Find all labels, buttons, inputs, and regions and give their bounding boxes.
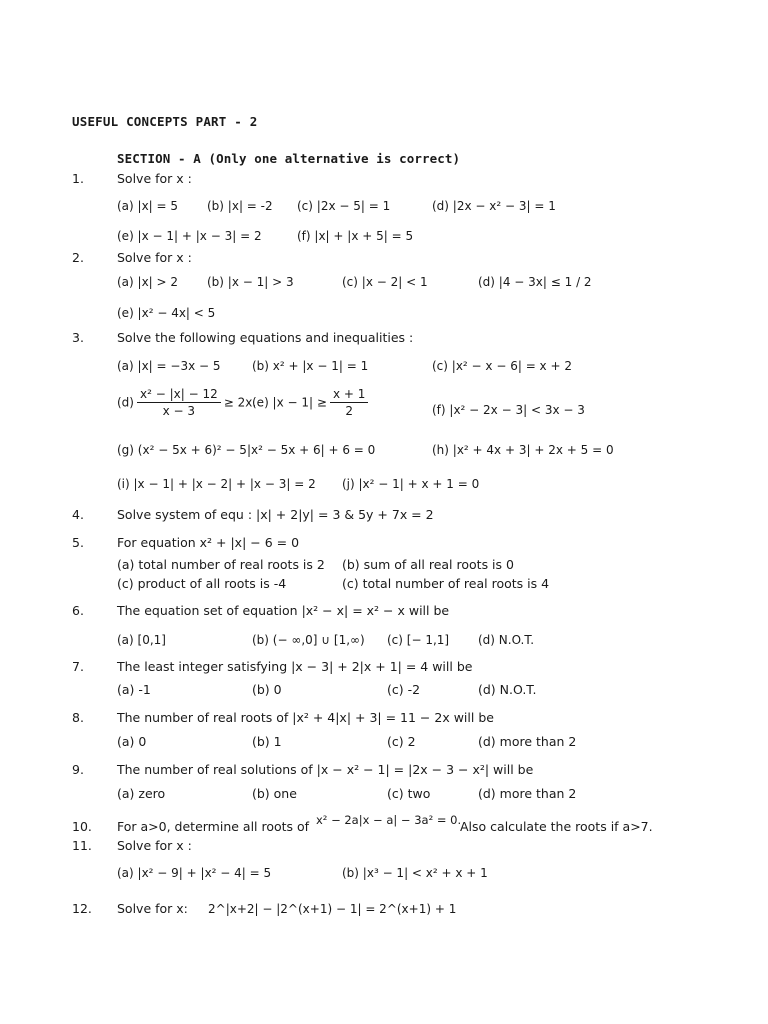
q6-option-c: (c) [− 1,1] <box>387 633 450 647</box>
question-number-4: 4. <box>72 507 84 522</box>
q9-option-b: (b) one <box>252 786 297 801</box>
q3-option-j: (j) |x² − 1| + x + 1 = 0 <box>342 477 480 491</box>
question-number-7: 7. <box>72 659 84 674</box>
question-10-equation: x² − 2a|x − a| − 3a² = 0. <box>316 813 462 827</box>
q3-d-numerator: x² − |x| − 12 <box>137 386 221 403</box>
q3-option-e <box>252 386 371 419</box>
q1-option-e: (e) |x − 1| + |x − 3| = 2 <box>117 229 262 243</box>
question-number-11: 11. <box>72 838 92 853</box>
q7-option-a: (a) -1 <box>117 682 151 697</box>
q11-option-a: (a) |x² − 9| + |x² − 4| = 5 <box>117 866 272 880</box>
q7-option-d: (d) N.O.T. <box>478 682 537 697</box>
question-7-text: The least integer satisfying |x − 3| + 2|x + 1| = 4 will be <box>117 659 473 674</box>
q3-e-fraction <box>330 386 368 419</box>
q1-option-d: (d) |2x − x² − 3| = 1 <box>432 199 556 213</box>
question-2-text: Solve for x : <box>117 250 192 265</box>
q6-option-a: (a) [0,1] <box>117 633 166 647</box>
question-number-6: 6. <box>72 603 84 618</box>
q9-option-d: (d) more than 2 <box>478 786 577 801</box>
question-number-3: 3. <box>72 330 84 345</box>
page-title: USEFUL CONCEPTS PART - 2 <box>72 114 258 129</box>
question-8-text: The number of real roots of |x² + 4|x| + 3| = 11 − 2x will be <box>117 710 494 725</box>
question-10-lead: For a>0, determine all roots of <box>117 819 310 834</box>
q3-d-label: (d) <box>117 395 134 410</box>
q9-option-c: (c) two <box>387 786 431 801</box>
q3-d-fraction <box>137 386 221 419</box>
question-11-text: Solve for x : <box>117 838 192 853</box>
q3-option-c: (c) |x² − x − 6| = x + 2 <box>432 359 572 373</box>
question-5-text: For equation x² + |x| − 6 = 0 <box>117 535 300 550</box>
question-1-text: Solve for x : <box>117 171 192 186</box>
q5-option-a: (a) total number of real roots is 2 <box>117 557 325 572</box>
q5-option-c-2: (c) total number of real roots is 4 <box>342 576 550 591</box>
q1-option-a: (a) |x| = 5 <box>117 199 179 213</box>
q2-option-c: (c) |x − 2| < 1 <box>342 275 428 289</box>
q5-option-c-1: (c) product of all roots is -4 <box>117 576 287 591</box>
question-number-8: 8. <box>72 710 84 725</box>
q11-option-b: (b) |x³ − 1| < x² + x + 1 <box>342 866 488 880</box>
q2-option-a: (a) |x| > 2 <box>117 275 179 289</box>
question-number-5: 5. <box>72 535 84 550</box>
question-3-text: Solve the following equations and inequalities : <box>117 330 414 345</box>
q8-option-d: (d) more than 2 <box>478 734 577 749</box>
q3-e-label: (e) |x − 1| ≥ <box>252 395 327 410</box>
q7-option-b: (b) 0 <box>252 682 282 697</box>
question-6-text: The equation set of equation |x² − x| = x² − x will be <box>117 603 450 618</box>
q1-option-c: (c) |2x − 5| = 1 <box>297 199 391 213</box>
q3-option-g: (g) (x² − 5x + 6)² − 5|x² − 5x + 6| + 6 = 0 <box>117 443 376 457</box>
q3-option-d <box>117 386 256 419</box>
q8-option-a: (a) 0 <box>117 734 147 749</box>
q8-option-c: (c) 2 <box>387 734 416 749</box>
q8-option-b: (b) 1 <box>252 734 282 749</box>
q7-option-c: (c) -2 <box>387 682 421 697</box>
question-number-12: 12. <box>72 901 92 916</box>
question-number-10: 10. <box>72 819 92 834</box>
question-10-tail: Also calculate the roots if a>7. <box>460 819 653 834</box>
section-heading: SECTION - A (Only one alternative is correct) <box>117 151 461 166</box>
question-12-equation: 2^|x+2| − |2^(x+1) − 1| = 2^(x+1) + 1 <box>208 902 457 916</box>
q3-option-f: (f) |x² − 2x − 3| < 3x − 3 <box>432 403 585 417</box>
q1-option-b: (b) |x| = -2 <box>207 199 273 213</box>
q3-option-a: (a) |x| = −3x − 5 <box>117 359 221 373</box>
question-number-2: 2. <box>72 250 84 265</box>
q6-option-b: (b) (− ∞,0] ∪ [1,∞) <box>252 633 365 647</box>
question-12-text: Solve for x: <box>117 901 188 916</box>
q3-e-denominator: 2 <box>345 404 353 418</box>
q2-option-d: (d) |4 − 3x| ≤ 1 / 2 <box>478 275 592 289</box>
q3-d-denominator: x − 3 <box>162 404 196 418</box>
q5-option-b: (b) sum of all real roots is 0 <box>342 557 514 572</box>
q3-option-h: (h) |x² + 4x + 3| + 2x + 5 = 0 <box>432 443 614 457</box>
q2-option-b: (b) |x − 1| > 3 <box>207 275 294 289</box>
q2-option-e: (e) |x² − 4x| < 5 <box>117 306 216 320</box>
question-9-text: The number of real solutions of |x − x² − 1| = |2x − 3 − x²| will be <box>117 762 534 777</box>
question-number-1: 1. <box>72 171 84 186</box>
q3-e-numerator: x + 1 <box>330 386 368 403</box>
q6-option-d: (d) N.O.T. <box>478 633 535 647</box>
question-4-text: Solve system of equ : |x| + 2|y| = 3 & 5y + 7x = 2 <box>117 507 434 522</box>
q1-option-f: (f) |x| + |x + 5| = 5 <box>297 229 414 243</box>
question-number-9: 9. <box>72 762 84 777</box>
q3-option-b: (b) x² + |x − 1| = 1 <box>252 359 369 373</box>
q3-option-i: (i) |x − 1| + |x − 2| + |x − 3| = 2 <box>117 477 316 491</box>
q9-option-a: (a) zero <box>117 786 166 801</box>
q3-d-tail: ≥ 2x. <box>223 395 257 410</box>
